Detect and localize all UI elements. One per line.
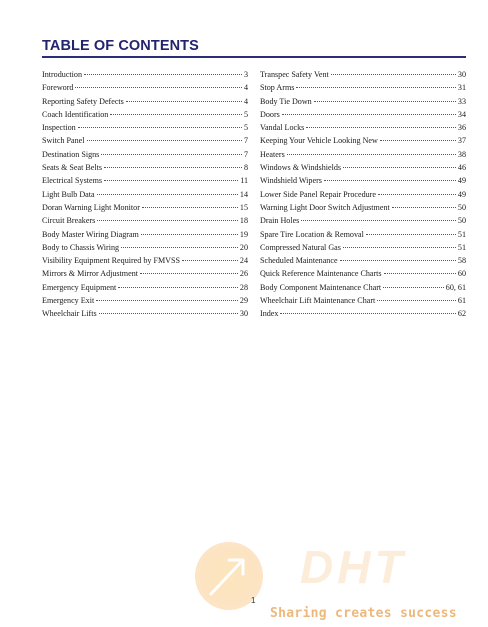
toc-entry-title: Wheelchair Lift Maintenance Chart: [260, 296, 376, 306]
toc-leader-dots: [78, 127, 242, 128]
toc-leader-dots: [343, 167, 456, 168]
toc-entry-title: Doran Warning Light Monitor: [42, 202, 140, 212]
toc-entry-title: Scheduled Maintenance: [260, 256, 338, 266]
toc-entry: [42, 161, 248, 174]
toc-entry-page: 50: [457, 202, 466, 212]
toc-leader-dots: [104, 167, 242, 168]
toc-entry-title: Circuit Breakers: [42, 216, 96, 226]
toc-entry: [260, 134, 466, 147]
toc-entry-title: Body Component Maintenance Chart: [260, 282, 382, 292]
toc-entry: [260, 281, 466, 294]
toc-entry-page: 38: [457, 149, 466, 159]
toc-entry-title: Lower Side Panel Repair Procedure: [260, 189, 376, 199]
toc-entry-page: 60, 61: [445, 282, 466, 292]
toc-leader-dots: [121, 247, 238, 248]
toc-leader-dots: [126, 101, 242, 102]
toc-entry: [260, 95, 466, 108]
toc-leader-dots: [182, 260, 238, 261]
toc-entry-page: 18: [239, 216, 248, 226]
toc-entry: [42, 254, 248, 267]
toc-entry: [260, 241, 466, 254]
toc-entry-title: Windshield Wipers: [260, 176, 322, 186]
toc-entry-title: Light Bulb Data: [42, 189, 95, 199]
toc-leader-dots: [366, 234, 456, 235]
toc-entry-title: Electrical Systems: [42, 176, 103, 186]
toc-entry-title: Inspection: [42, 123, 76, 133]
toc-entry-page: 37: [457, 136, 466, 146]
toc-entry: [260, 214, 466, 227]
toc-entry-title: Warning Light Door Switch Adjustment: [260, 202, 390, 212]
toc-leader-dots: [101, 154, 242, 155]
toc-entry: [42, 241, 248, 254]
toc-entry-title: Emergency Exit: [42, 296, 95, 306]
toc-entry-page: 5: [243, 109, 248, 119]
toc-entry-title: Switch Panel: [42, 136, 85, 146]
toc-leader-dots: [97, 194, 238, 195]
toc-leader-dots: [343, 247, 456, 248]
toc-entry: [260, 294, 466, 307]
toc-entry-title: Body to Chassis Wiring: [42, 242, 120, 252]
toc-entry-page: 8: [243, 163, 248, 173]
toc-entry-page: 29: [239, 296, 248, 306]
toc-entry: [42, 108, 248, 121]
toc-entry-page: 46: [457, 163, 466, 173]
toc-entry-page: 30: [457, 70, 466, 79]
toc-leader-dots: [306, 127, 456, 128]
toc-entry-page: 5: [243, 123, 248, 133]
toc-entry: [42, 134, 248, 147]
toc-entry-page: 61: [457, 296, 466, 306]
toc-leader-dots: [340, 260, 456, 261]
toc-entry-title: Transpec Safety Vent: [260, 70, 329, 79]
toc-leader-dots: [280, 313, 455, 314]
toc-entry: [260, 121, 466, 134]
toc-entry-title: Seats & Seat Belts: [42, 163, 103, 173]
toc-entry-page: 4: [243, 96, 248, 106]
toc-leader-dots: [84, 74, 242, 75]
toc-entry: [42, 228, 248, 241]
toc-entry-title: Compressed Natural Gas: [260, 242, 341, 252]
toc-entry: [42, 201, 248, 214]
toc-leader-dots: [378, 194, 456, 195]
toc-entry-title: Index: [260, 309, 279, 319]
page-title: TABLE OF CONTENTS: [42, 38, 199, 54]
toc-entry: [260, 188, 466, 201]
toc-entry: [260, 161, 466, 174]
toc-leader-dots: [301, 220, 456, 221]
toc-entry: [42, 174, 248, 187]
toc-entry-page: 33: [457, 96, 466, 106]
toc-entry-page: 3: [243, 70, 248, 79]
toc-entry: [260, 307, 466, 320]
toc-entry-title: Introduction: [42, 70, 83, 79]
toc-entry: [42, 121, 248, 134]
title-underline: [42, 56, 466, 58]
toc-entry-title: Coach Identification: [42, 109, 109, 119]
toc-entry-page: 24: [239, 256, 248, 266]
toc-entry: [260, 68, 466, 81]
toc-entry: [42, 81, 248, 94]
toc-entry-page: 51: [457, 229, 466, 239]
toc-leader-dots: [142, 207, 238, 208]
toc-entry-title: Quick Reference Maintenance Charts: [260, 269, 382, 279]
toc-leader-dots: [104, 180, 238, 181]
toc-entry-page: 31: [457, 83, 466, 93]
toc-entry-page: 50: [457, 216, 466, 226]
toc-entry-page: 19: [239, 229, 248, 239]
toc-entry-title: Vandal Locks: [260, 123, 305, 133]
toc-entry: [260, 228, 466, 241]
toc-entry-page: 14: [239, 189, 248, 199]
toc-entry: [260, 148, 466, 161]
toc-entry: [42, 281, 248, 294]
toc-entry-title: Heaters: [260, 149, 285, 159]
toc-entry-title: Body Master Wiring Diagram: [42, 229, 139, 239]
toc-entry: [260, 108, 466, 121]
toc-entry-page: 7: [243, 149, 248, 159]
toc-entry-page: 34: [457, 109, 466, 119]
toc-entry-page: 20: [239, 242, 248, 252]
toc-entry: [260, 81, 466, 94]
toc-leader-dots: [287, 154, 456, 155]
toc-entry-page: 11: [240, 176, 248, 186]
toc-leader-dots: [97, 220, 238, 221]
toc-entry-page: 7: [243, 136, 248, 146]
toc-right-column: [260, 68, 466, 321]
toc-leader-dots: [96, 300, 238, 301]
toc-entry: [42, 68, 248, 81]
page-number: 1: [251, 596, 256, 605]
toc-entry-title: Foreword: [42, 83, 74, 93]
toc-entry: [260, 201, 466, 214]
toc-entry: [42, 95, 248, 108]
toc-leader-dots: [282, 114, 456, 115]
toc-entry: [42, 267, 248, 280]
toc-entry-page: 51: [457, 242, 466, 252]
toc-leader-dots: [141, 234, 238, 235]
toc-leader-dots: [296, 87, 456, 88]
toc-leader-dots: [75, 87, 241, 88]
toc-entry-page: 28: [239, 282, 248, 292]
toc-leader-dots: [99, 313, 238, 314]
toc-entry-title: Wheelchair Lifts: [42, 309, 97, 319]
toc-leader-dots: [331, 74, 456, 75]
toc-entry: [260, 267, 466, 280]
toc-entry-page: 15: [239, 202, 248, 212]
toc-entry-title: Body Tie Down: [260, 96, 312, 106]
toc-entry: [42, 214, 248, 227]
toc-leader-dots: [377, 300, 456, 301]
toc-leader-dots: [324, 180, 456, 181]
toc-leader-dots: [118, 287, 238, 288]
toc-entry-page: 36: [457, 123, 466, 133]
toc-entry-title: Stop Arms: [260, 83, 295, 93]
watermark-brand: DHT: [300, 541, 407, 593]
toc-entry-page: 30: [239, 309, 248, 319]
toc-entry: [260, 254, 466, 267]
toc-entry: [42, 307, 248, 320]
toc-entry-page: 26: [239, 269, 248, 279]
toc-leader-dots: [384, 273, 456, 274]
toc-entry-page: 4: [243, 83, 248, 93]
toc-leader-dots: [314, 101, 456, 102]
toc-entry-title: Windows & Windshields: [260, 163, 342, 173]
toc-entry: [42, 148, 248, 161]
toc-entry-title: Mirrors & Mirror Adjustment: [42, 269, 138, 279]
toc-entry-title: Visibility Equipment Required by FMVSS: [42, 256, 181, 266]
toc-leader-dots: [87, 140, 242, 141]
toc-entry-title: Destination Signs: [42, 149, 100, 159]
toc-leader-dots: [110, 114, 242, 115]
toc-leader-dots: [383, 287, 444, 288]
watermark-tagline: Sharing creates success: [270, 606, 457, 621]
toc-entry: [42, 294, 248, 307]
toc-entry-title: Reporting Safety Defects: [42, 96, 124, 106]
toc-entry-title: Spare Tire Location & Removal: [260, 229, 364, 239]
toc-entry-title: Emergency Equipment: [42, 282, 117, 292]
toc-entry-page: 58: [457, 256, 466, 266]
toc-entry-page: 62: [457, 309, 466, 319]
toc-entry-title: Doors: [260, 109, 280, 119]
toc-entry: [260, 174, 466, 187]
toc-entry: [42, 188, 248, 201]
toc-entry-page: 60: [457, 269, 466, 279]
toc-leader-dots: [380, 140, 456, 141]
toc-entry-title: Drain Holes: [260, 216, 300, 226]
toc-leader-dots: [392, 207, 456, 208]
toc-entry-page: 49: [457, 189, 466, 199]
toc-entry-title: Keeping Your Vehicle Looking New: [260, 136, 378, 146]
toc-entry-page: 49: [457, 176, 466, 186]
toc-leader-dots: [140, 273, 238, 274]
toc-left-column: [42, 68, 248, 321]
